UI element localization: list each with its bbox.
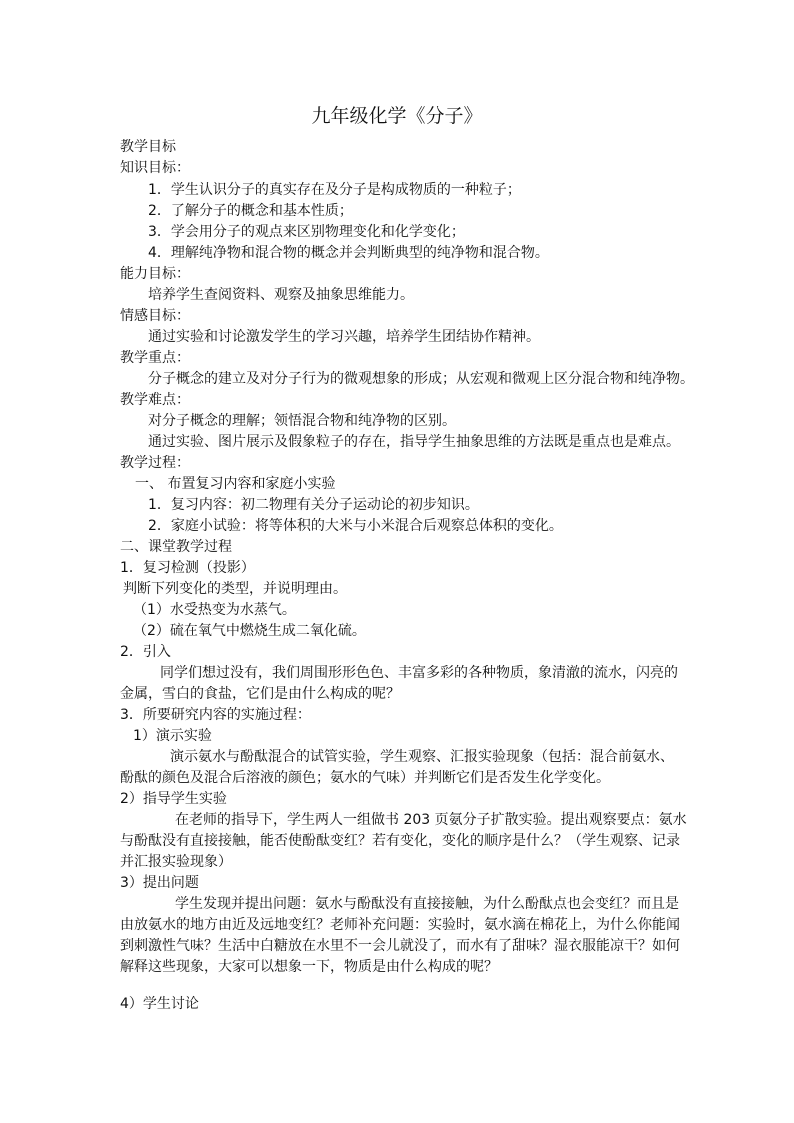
text-line: 金属，雪白的食盐，它们是由什么构成的呢？: [120, 686, 400, 702]
section-heading-classroom-process: 二、课堂教学过程: [120, 539, 232, 555]
text-line: 到刺激性气味？生活中白糖放在水里不一会儿就没了，而水有了甜味？湿衣服能凉干？如何: [120, 938, 680, 954]
section-heading-teaching-process: 教学过程：: [120, 455, 190, 471]
text-line: 4．理解纯净物和混合物的概念并会判断典型的纯净物和混合物。: [148, 245, 549, 261]
text-line: （2）硫在氧气中燃烧生成二氧化硫。: [133, 623, 366, 639]
text-line: 分子概念的建立及对分子行为的微观想象的形成；从宏观和微观上区分混合物和纯净物。: [148, 371, 694, 387]
text-line: 4）学生讨论: [120, 996, 199, 1012]
text-line: 培养学生查阅资料、观察及抽象思维能力。: [148, 287, 414, 303]
subheading-ability-goals: 能力目标：: [120, 266, 190, 282]
section-heading-teaching-goals: 教学目标: [120, 139, 176, 155]
text-line: 学生发现并提出问题：氨水与酚酞没有直接接触，为什么酚酞点也会变红？而且是: [175, 896, 679, 912]
text-line: 1．复习检测（投影）: [120, 560, 255, 576]
text-line: 判断下列变化的类型，并说明理由。: [123, 581, 347, 597]
text-line: 通过实验、图片展示及假象粒子的存在，指导学生抽象思维的方法既是重点也是难点。: [148, 434, 680, 450]
subheading-emotion-goals: 情感目标：: [120, 308, 190, 324]
text-line: 1．复习内容：初二物理有关分子运动论的初步知识。: [148, 497, 479, 513]
document-title: 九年级化学《分子》: [311, 105, 483, 127]
text-line: 3）提出问题: [120, 875, 199, 891]
text-line: 2．引入: [120, 644, 171, 660]
text-line: 解释这些现象，大家可以想象一下，物质是由什么构成的呢？: [120, 959, 498, 975]
text-line: 并汇报实验现象）: [120, 854, 232, 870]
text-line: 3．学会用分子的观点来区别物理变化和化学变化；: [148, 224, 465, 240]
text-line: 一、 布置复习内容和家庭小实验: [135, 476, 336, 492]
text-line: 1）演示实验: [133, 728, 212, 744]
text-line: 3．所要研究内容的实施过程：: [120, 707, 311, 723]
section-heading-key-points: 教学重点：: [120, 350, 190, 366]
subheading-knowledge-goals: 知识目标：: [120, 160, 190, 176]
text-line: 由放氨水的地方由近及远地变红？老师补充问题：实验时，氨水滴在棉花上，为什么你能闻: [120, 917, 680, 933]
text-line: 同学们想过没有，我们周围形形色色、丰富多彩的各种物质，象清澈的流水，闪亮的: [160, 665, 678, 681]
text-line: 与酚酞没有直接接触，能否使酚酞变红？若有变化，变化的顺序是什么？（学生观察、记录: [120, 833, 680, 849]
section-heading-difficulties: 教学难点：: [120, 392, 190, 408]
text-line: 酚酞的颜色及混合后溶液的颜色；氨水的气味）并判断它们是否发生化学变化。: [120, 770, 610, 786]
text-line: 对分子概念的理解；领悟混合物和纯净物的区别。: [148, 413, 456, 429]
text-line: 在老师的指导下，学生两人一组做书 203 页氨分子扩散实验。提出观察要点：氨水: [175, 812, 687, 828]
text-line: 2．家庭小试验：将等体积的大米与小米混合后观察总体积的变化。: [148, 518, 563, 534]
text-line: 通过实验和讨论激发学生的学习兴趣，培养学生团结协作精神。: [148, 329, 540, 345]
text-line: 1．学生认识分子的真实存在及分子是构成物质的一种粒子；: [148, 182, 521, 198]
text-line: （1）水受热变为水蒸气。: [133, 602, 296, 618]
text-line: 2．了解分子的概念和基本性质；: [148, 203, 353, 219]
text-line: 演示氨水与酚酞混合的试管实验，学生观察、汇报实验现象（包括：混合前氨水、: [170, 749, 674, 765]
text-line: 2）指导学生实验: [120, 791, 227, 807]
